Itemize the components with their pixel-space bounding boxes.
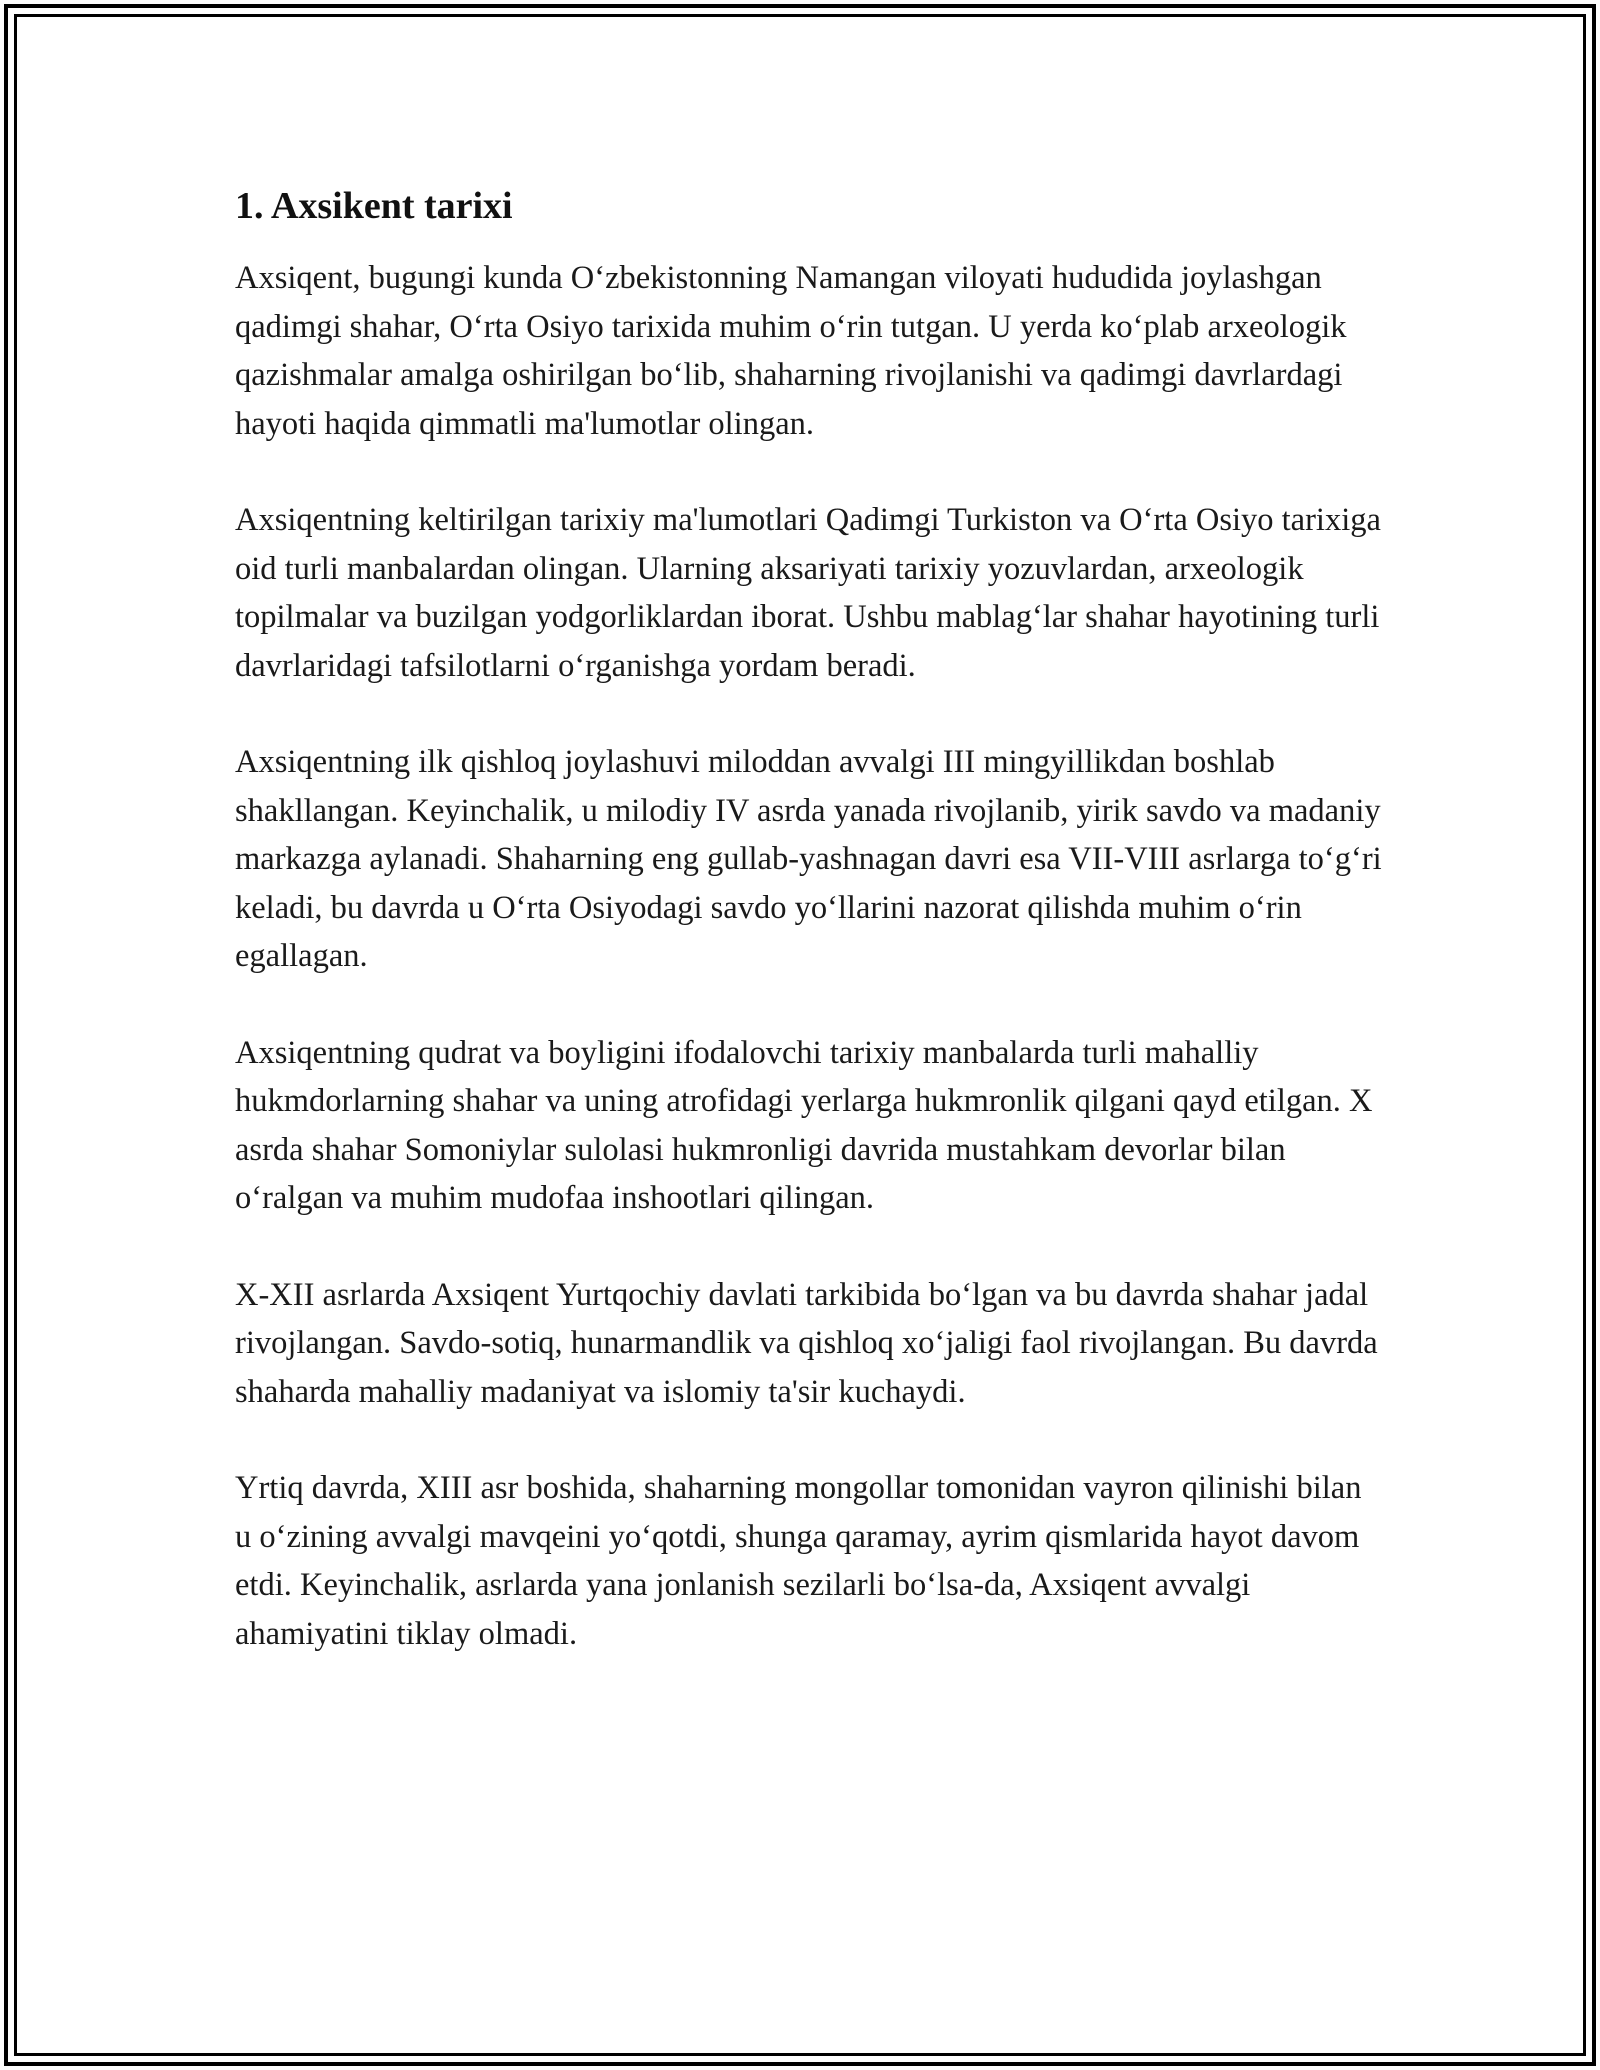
paragraph-sources: Axsiqentning keltirilgan tarixiy ma'lumotlari Qadimgi Turkiston va O‘rta Osiyo tarixiga oid turli manbalardan olingan. Ularning aksariyati tarixiy yozuvlardan, arxeologik topilmalar va buzilgan yodgorliklardan iborat. Ushbu mablag‘lar shahar hayotining turli davrlaridagi tafsilotlarni o‘rganishga yordam beradi. [235, 502, 1381, 684]
paragraph-intro: Axsiqent, bugungi kunda O‘zbekistonning Namangan viloyati hududida joylashgan qadimgi shahar, O‘rta Osiyo tarixida muhim o‘rin tutgan. U yerda ko‘plab arxeologik qazishmalar amalga oshirilgan bo‘lib, shaharning rivojlanishi va qadimgi davrlardagi hayoti haqida qimmatli ma'lumotlar olingan. [235, 260, 1347, 442]
paragraph-decline: Yrtiq davrda, XIII asr boshida, shaharning mongollar tomonidan vayron qilinishi bilan u o‘zining avvalgi mavqeini yo‘qotdi, shunga qaramay, ayrim qismlarida hayot davom etdi. Keyinchalik, asrlarda yana jonlanish sezilarli bo‘lsa-da, Axsiqent avvalgi ahamiyatini tiklay olmadi. [235, 1470, 1362, 1652]
paragraph-early-history: Axsiqentning ilk qishloq joylashuvi miloddan avvalgi III mingyillikdan boshlab shakllangan. Keyinchalik, u milodiy IV asrda yanada rivojlanib, yirik savdo va madaniy markazga aylanadi. Shaharning eng gullab-yashnagan davri esa VII-VIII asrlarga to‘g‘ri keladi, bu davrda u O‘rta Osiyodagi savdo yo‘llarini nazorat qilishda muhim o‘rin egallagan. [235, 744, 1382, 974]
paragraph-x-xii-centuries: X-XII asrlarda Axsiqent Yurtqochiy davlati tarkibida bo‘lgan va bu davrda shahar jadal rivojlangan. Savdo-sotiq, hunarmandlik va qishloq xo‘jaligi faol rivojlangan. Bu davrda shaharda mahalliy madaniyat va islomiy ta'sir kuchaydi. [235, 1276, 1378, 1410]
section-title: 1. Axsikent tarixi [235, 185, 513, 227]
document-body [235, 184, 1385, 1706]
paragraph-rulers: Axsiqentning qudrat va boyligini ifodalovchi tarixiy manbalarda turli mahalliy hukmdorlarning shahar va uning atrofidagi yerlarga hukmronlik qilgani qayd etilgan. X asrda shahar Somoniylar sulolasi hukmronligi davrida mustahkam devorlar bilan o‘ralgan va muhim mudofaa inshootlari qilingan. [235, 1034, 1373, 1216]
